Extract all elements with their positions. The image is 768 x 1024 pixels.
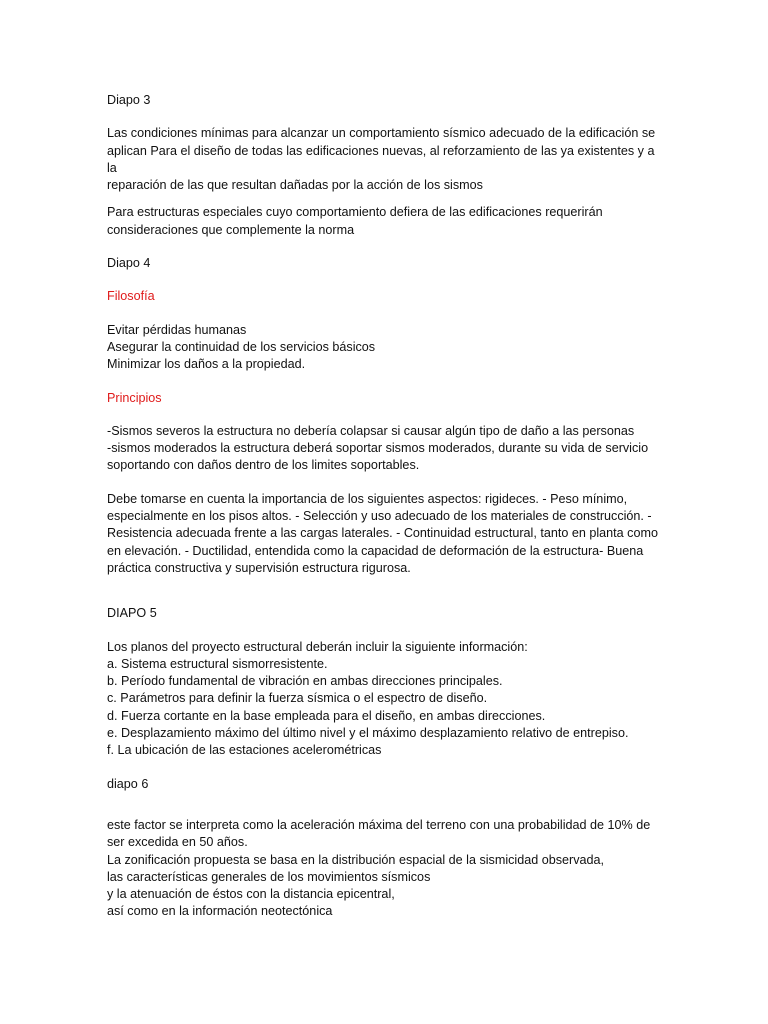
spacer xyxy=(107,577,667,605)
spacer xyxy=(107,374,667,390)
document-page xyxy=(107,92,667,921)
spacer xyxy=(107,793,667,817)
aspectos-text: Debe tomarse en cuenta la importancia de los siguientes aspectos: rigideces. - Peso mínimo, especialmente en los pisos altos. - Selección y uso adecuado de los materiales de construcción. - Resistencia adecuada frente a las cargas laterales. - Continuidad estructural, tanto en planta como en elevación. - Ductilidad, entendida como la capacidad de deformación de la estructura- Buena práctica constructiva y supervisión estructura rigurosa. xyxy=(107,491,658,575)
diapo4-title: Diapo 4 xyxy=(107,256,151,271)
spacer xyxy=(107,475,667,491)
spacer xyxy=(107,239,667,255)
diapo5-intro: Los planos del proyecto estructural deberán incluir la siguiente información: xyxy=(107,639,528,654)
diapo3-title: Diapo 3 xyxy=(107,93,151,107)
diapo3-paragraph-1: Las condiciones mínimas para alcanzar un comportamiento sísmico adecuado de la edificación se aplican Para el diseño de todas las edificaciones nuevas, al reforzamiento de las ya existentes y a la reparación de las que resultan dañadas por la acción de los sismos xyxy=(107,126,656,193)
spacer xyxy=(107,623,667,639)
spacer xyxy=(107,407,667,423)
diapo5-items: a. Sistema estructural sismorresistente. b. Período fundamental de vibración en ambas direcciones principales. c. Parámetros para definir la fuerza sísmica o el espectro de diseño. d. Fuerza cortante en la base empleada para el diseño, en ambas direcciones. e. Desplazamiento máximo del último nivel y el máximo desplazamiento relativo de entrepiso. f. La ubicación de las estaciones acelerométricas xyxy=(107,656,629,758)
spacer xyxy=(107,306,667,322)
diapo3-paragraph-2: Para estructuras especiales cuyo comportamiento defiera de las edificaciones requerirán consideraciones que complemente la norma xyxy=(107,205,603,237)
spacer xyxy=(107,272,667,288)
diapo6-text: este factor se interpreta como la aceleración máxima del terreno con una probabilidad de 10% de ser excedida en 50 años. La zonificación propuesta se basa en la distribución espacial de la sismicidad observada, las características generales de los movimientos sísmicos y la atenuación de éstos con la distancia epicentral, así como en la información neotectónica xyxy=(107,817,651,919)
filosofia-heading: Filosofía xyxy=(107,289,155,304)
principios-heading: Principios xyxy=(107,390,162,405)
diapo6-title: diapo 6 xyxy=(107,776,149,791)
principios-text: -Sismos severos la estructura no debería colapsar si causar algún tipo de daño a las personas -sismos moderados la estructura deberá soportar sismos moderados, durante su vida de servicio soportando con daños dentro de los limites soportables. xyxy=(107,423,649,473)
diapo5-title: DIAPO 5 xyxy=(107,606,157,621)
filosofia-list: Evitar pérdidas humanas Asegurar la continuidad de los servicios básicos Minimizar los daños a la propiedad. xyxy=(107,322,376,372)
spacer xyxy=(107,194,667,204)
spacer xyxy=(107,760,667,776)
spacer xyxy=(107,109,667,125)
